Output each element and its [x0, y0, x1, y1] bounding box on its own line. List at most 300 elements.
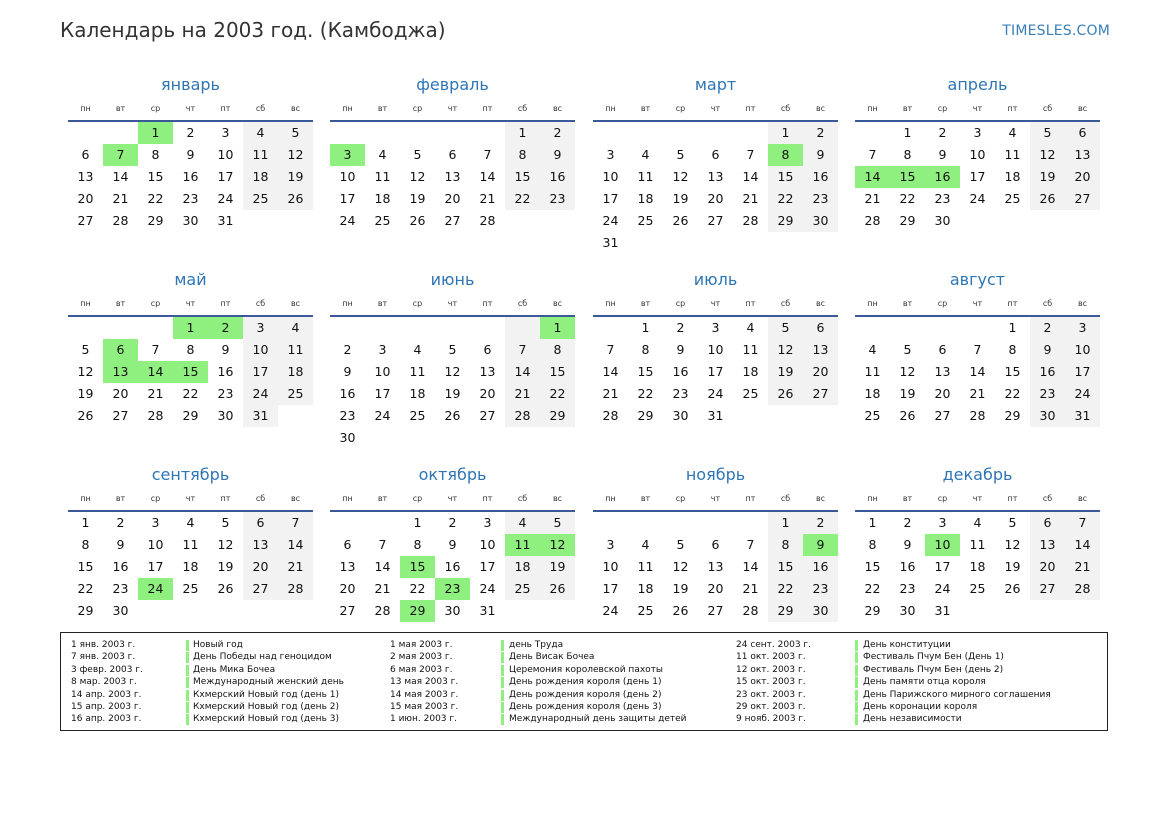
weekday-label: пт	[1007, 298, 1018, 308]
empty-cell	[505, 427, 540, 449]
day-cell: 19	[672, 191, 689, 206]
day-cell: 11	[969, 537, 986, 552]
week-row	[68, 188, 313, 210]
empty-cell	[400, 317, 435, 339]
holiday-name: День Висак Бочеа	[509, 652, 595, 663]
weekday-label: пн	[867, 493, 878, 503]
month-2	[330, 74, 575, 232]
week-row	[68, 405, 313, 427]
month-name: июнь	[430, 270, 475, 289]
day-cell: 9	[448, 537, 457, 552]
weekday-label: чт	[710, 493, 721, 503]
weekday-label: сб	[1042, 103, 1053, 113]
empty-cell	[540, 210, 575, 232]
day-cell: 23	[339, 408, 356, 423]
holiday-date: 15 апр. 2003 г.	[71, 701, 142, 712]
holiday-date: 29 окт. 2003 г.	[736, 701, 806, 712]
day-cell: 10	[147, 537, 164, 552]
empty-cell	[855, 317, 890, 339]
day-cell: 30	[1030, 405, 1065, 427]
day-cell: 19	[278, 166, 313, 188]
day-cell: 13	[934, 364, 951, 379]
day-cell: 17	[969, 169, 986, 184]
day-cell: 31	[707, 408, 724, 423]
weekday-header	[855, 486, 1100, 510]
day-cell: 15	[768, 556, 803, 578]
empty-cell	[593, 122, 628, 144]
empty-cell	[400, 427, 435, 449]
weekday-label: сб	[780, 103, 791, 113]
day-cell: 10	[602, 169, 619, 184]
week-row	[593, 383, 838, 405]
empty-cell	[365, 122, 400, 144]
weekday-label: пт	[482, 298, 493, 308]
day-cell: 4	[505, 512, 540, 534]
holiday-name: Кхмерский Новый год (день 3)	[193, 714, 339, 725]
week-row	[68, 210, 313, 232]
day-cell: 15	[505, 166, 540, 188]
day-cell: 23	[112, 581, 129, 596]
day-cell: 16	[112, 559, 129, 574]
weekday-label: пн	[342, 493, 353, 503]
weekday-label: вт	[115, 298, 126, 308]
empty-cell	[505, 600, 540, 622]
day-grid	[330, 120, 575, 232]
day-cell: 3	[938, 515, 947, 530]
day-cell: 17	[1065, 361, 1100, 383]
day-cell: 11	[637, 169, 654, 184]
weekday-label: пн	[867, 298, 878, 308]
month-name: апрель	[947, 75, 1008, 94]
week-row	[330, 383, 575, 405]
day-cell: 25	[637, 213, 654, 228]
empty-cell	[960, 210, 995, 232]
weekday-header	[593, 96, 838, 120]
week-row	[68, 144, 313, 166]
holiday-day-cell: 23	[435, 578, 470, 600]
weekday-label: чт	[447, 298, 458, 308]
day-cell: 13	[339, 559, 356, 574]
day-cell: 18	[637, 581, 654, 596]
week-row	[68, 512, 313, 534]
day-cell: 25	[864, 408, 881, 423]
day-grid	[855, 510, 1100, 622]
day-cell: 19	[672, 581, 689, 596]
holiday-name: Международный женский день	[193, 677, 344, 688]
holiday-marker	[855, 640, 858, 651]
day-cell: 12	[672, 169, 689, 184]
day-cell: 9	[186, 147, 195, 162]
day-cell: 8	[540, 339, 575, 361]
day-cell: 13	[444, 169, 461, 184]
day-cell: 1	[413, 515, 422, 530]
weekday-label: пт	[1007, 103, 1018, 113]
weekday-label: вс	[290, 298, 301, 308]
day-cell: 7	[378, 537, 387, 552]
day-cell: 17	[147, 559, 164, 574]
day-cell: 6	[938, 342, 947, 357]
holiday-marker	[186, 690, 189, 701]
week-row	[68, 578, 313, 600]
holiday-marker	[186, 652, 189, 663]
day-cell: 5	[221, 515, 230, 530]
month-12	[855, 464, 1100, 622]
holiday-name: день Труда	[509, 640, 564, 650]
legend-column	[71, 639, 401, 726]
day-cell: 20	[803, 361, 838, 383]
empty-cell	[470, 427, 505, 449]
weekday-label: ср	[150, 493, 161, 503]
day-cell: 27	[479, 408, 496, 423]
site-logo-link[interactable]: TIMESLES.COM	[1002, 23, 1110, 39]
day-cell: 12	[899, 364, 916, 379]
holiday-date: 9 нояб. 2003 г.	[736, 714, 807, 725]
weekday-label: пн	[867, 103, 878, 113]
weekday-label: вс	[552, 298, 563, 308]
week-row	[593, 534, 838, 556]
day-cell: 19	[1004, 559, 1021, 574]
day-cell: 5	[676, 147, 685, 162]
holiday-marker	[501, 677, 504, 688]
day-cell: 28	[479, 213, 496, 228]
weekday-label: пт	[1007, 493, 1018, 503]
legend-row	[736, 701, 1066, 713]
day-cell: 14	[742, 559, 759, 574]
day-cell: 12	[217, 537, 234, 552]
week-row	[855, 556, 1100, 578]
day-cell: 11	[243, 144, 278, 166]
day-cell: 24	[217, 191, 234, 206]
weekday-label: вс	[815, 103, 826, 113]
weekday-label: сб	[1042, 493, 1053, 503]
weekday-header	[855, 291, 1100, 315]
day-cell: 9	[676, 342, 685, 357]
day-cell: 17	[339, 191, 356, 206]
month-10	[330, 464, 575, 622]
day-cell: 24	[707, 386, 724, 401]
empty-cell	[628, 512, 663, 534]
empty-cell	[663, 122, 698, 144]
day-cell: 1	[903, 125, 912, 140]
day-cell: 20	[707, 581, 724, 596]
weekday-label: вт	[115, 493, 126, 503]
day-cell: 7	[1065, 512, 1100, 534]
day-cell: 16	[672, 364, 689, 379]
empty-cell	[138, 317, 173, 339]
holiday-date: 11 окт. 2003 г.	[736, 652, 806, 663]
week-row	[68, 166, 313, 188]
empty-cell	[435, 122, 470, 144]
weekday-label: пн	[605, 103, 616, 113]
weekday-label: вс	[1077, 493, 1088, 503]
weekday-label: сб	[255, 103, 266, 113]
empty-cell	[470, 122, 505, 144]
day-cell: 5	[903, 342, 912, 357]
weekday-label: пт	[482, 103, 493, 113]
empty-cell	[330, 317, 365, 339]
day-cell: 13	[1065, 144, 1100, 166]
holiday-date: 12 окт. 2003 г.	[736, 664, 806, 675]
holiday-day-cell: 13	[103, 361, 138, 383]
holiday-date: 14 мая 2003 г.	[390, 689, 459, 700]
day-cell: 27	[803, 383, 838, 405]
holiday-marker	[855, 702, 858, 713]
month-9	[68, 464, 313, 622]
day-grid	[855, 120, 1100, 232]
day-cell: 22	[409, 581, 426, 596]
day-cell: 11	[374, 169, 391, 184]
weekday-header	[593, 486, 838, 510]
legend-row	[71, 689, 401, 701]
day-cell: 7	[973, 342, 982, 357]
day-cell: 3	[243, 317, 278, 339]
month-6	[330, 269, 575, 449]
empty-cell	[330, 122, 365, 144]
holiday-day-cell: 11	[505, 534, 540, 556]
day-cell: 29	[768, 210, 803, 232]
day-cell: 30	[444, 603, 461, 618]
day-grid	[855, 315, 1100, 427]
day-cell: 26	[444, 408, 461, 423]
day-cell: 13	[707, 559, 724, 574]
month-3	[593, 74, 838, 254]
holiday-day-cell: 1	[540, 317, 575, 339]
weekday-label: пн	[80, 493, 91, 503]
day-cell: 19	[899, 386, 916, 401]
empty-cell	[733, 232, 768, 254]
day-cell: 6	[81, 147, 90, 162]
day-cell: 13	[243, 534, 278, 556]
holiday-marker	[855, 690, 858, 701]
empty-cell	[663, 232, 698, 254]
holiday-day-cell: 24	[138, 578, 173, 600]
legend-row	[736, 639, 1066, 651]
day-cell: 24	[602, 603, 619, 618]
weekday-label: ср	[150, 103, 161, 113]
day-cell: 24	[339, 213, 356, 228]
holiday-day-cell: 15	[173, 361, 208, 383]
day-cell: 22	[899, 191, 916, 206]
weekday-label: чт	[185, 298, 196, 308]
day-cell: 3	[151, 515, 160, 530]
day-cell: 2	[938, 125, 947, 140]
day-cell: 22	[768, 188, 803, 210]
day-cell: 22	[147, 191, 164, 206]
day-cell: 3	[483, 515, 492, 530]
month-name: май	[174, 270, 207, 289]
week-row	[330, 317, 575, 339]
weekday-header	[855, 96, 1100, 120]
day-grid	[593, 510, 838, 622]
weekday-label: вт	[640, 493, 651, 503]
empty-cell	[960, 317, 995, 339]
day-cell: 29	[182, 408, 199, 423]
empty-cell	[365, 317, 400, 339]
day-cell: 11	[864, 364, 881, 379]
month-4	[855, 74, 1100, 232]
empty-cell	[330, 512, 365, 534]
day-cell: 29	[1004, 408, 1021, 423]
day-cell: 25	[278, 383, 313, 405]
holiday-name: Кхмерский Новый год (день 1)	[193, 689, 339, 700]
weekday-label: пт	[745, 298, 756, 308]
day-cell: 10	[217, 147, 234, 162]
holiday-date: 3 февр. 2003 г.	[71, 664, 143, 675]
day-cell: 18	[243, 166, 278, 188]
holiday-name: День Победы над геноцидом	[193, 652, 332, 663]
day-cell: 29	[637, 408, 654, 423]
day-cell: 5	[81, 342, 90, 357]
day-cell: 15	[768, 166, 803, 188]
holiday-date: 2 мая 2003 г.	[390, 652, 453, 663]
empty-cell	[278, 210, 313, 232]
weekday-header	[68, 96, 313, 120]
day-cell: 28	[1065, 578, 1100, 600]
day-cell: 11	[409, 364, 426, 379]
holiday-marker	[186, 677, 189, 688]
week-row	[855, 534, 1100, 556]
day-cell: 30	[934, 213, 951, 228]
day-cell: 12	[768, 339, 803, 361]
legend-row	[390, 639, 720, 651]
empty-cell	[733, 405, 768, 427]
day-cell: 18	[505, 556, 540, 578]
week-row	[330, 361, 575, 383]
day-cell: 20	[339, 581, 356, 596]
holiday-name: Фестиваль Пчум Бен (День 1)	[863, 652, 1004, 663]
holiday-name: Церемония королевской пахоты	[509, 664, 664, 675]
day-cell: 22	[864, 581, 881, 596]
day-cell: 25	[505, 578, 540, 600]
holiday-day-cell: 15	[890, 166, 925, 188]
day-cell: 10	[339, 169, 356, 184]
day-cell: 28	[112, 213, 129, 228]
week-row	[855, 166, 1100, 188]
day-cell: 7	[151, 342, 160, 357]
weekday-label: вс	[1077, 103, 1088, 113]
weekday-label: пн	[605, 493, 616, 503]
empty-cell	[1030, 210, 1065, 232]
week-row	[330, 534, 575, 556]
holiday-marker	[186, 714, 189, 725]
day-cell: 24	[934, 581, 951, 596]
week-row	[593, 188, 838, 210]
day-cell: 22	[1004, 386, 1021, 401]
day-cell: 22	[77, 581, 94, 596]
day-cell: 13	[77, 169, 94, 184]
day-cell: 26	[672, 213, 689, 228]
day-cell: 27	[444, 213, 461, 228]
day-cell: 28	[864, 213, 881, 228]
month-name: декабрь	[942, 465, 1013, 484]
holiday-name: День конституции	[863, 640, 951, 650]
empty-cell	[278, 405, 313, 427]
holiday-marker	[855, 714, 858, 725]
weekday-label: пн	[342, 103, 353, 113]
legend-row	[71, 664, 401, 676]
weekday-label: пт	[220, 103, 231, 113]
holiday-day-cell: 9	[803, 534, 838, 556]
weekday-header	[68, 486, 313, 510]
day-cell: 28	[602, 408, 619, 423]
empty-cell	[435, 317, 470, 339]
weekday-header	[330, 291, 575, 315]
day-cell: 21	[479, 191, 496, 206]
day-cell: 28	[147, 408, 164, 423]
day-cell: 14	[1065, 534, 1100, 556]
day-cell: 17	[934, 559, 951, 574]
day-cell: 21	[1065, 556, 1100, 578]
holiday-marker	[501, 690, 504, 701]
holiday-day-cell: 10	[925, 534, 960, 556]
holiday-date: 7 янв. 2003 г.	[71, 652, 136, 663]
empty-cell	[1065, 600, 1100, 622]
day-cell: 28	[374, 603, 391, 618]
week-row	[855, 361, 1100, 383]
weekday-label: пт	[220, 493, 231, 503]
holiday-day-cell: 1	[173, 317, 208, 339]
month-name: август	[949, 270, 1006, 289]
holiday-day-cell: 16	[925, 166, 960, 188]
day-cell: 2	[343, 342, 352, 357]
day-cell: 20	[1030, 556, 1065, 578]
day-cell: 5	[1030, 122, 1065, 144]
day-cell: 8	[81, 537, 90, 552]
day-cell: 10	[969, 147, 986, 162]
day-cell: 5	[413, 147, 422, 162]
week-row	[593, 600, 838, 622]
empty-cell	[733, 512, 768, 534]
weekday-label: чт	[972, 298, 983, 308]
legend-row	[390, 676, 720, 688]
holiday-day-cell: 14	[855, 166, 890, 188]
day-cell: 17	[707, 364, 724, 379]
empty-cell	[925, 317, 960, 339]
empty-cell	[855, 122, 890, 144]
day-cell: 28	[505, 405, 540, 427]
day-cell: 25	[243, 188, 278, 210]
day-cell: 14	[374, 559, 391, 574]
weekday-header	[330, 96, 575, 120]
day-cell: 31	[243, 405, 278, 427]
day-cell: 4	[868, 342, 877, 357]
week-row	[593, 512, 838, 534]
empty-cell	[593, 317, 628, 339]
holiday-date: 24 сент. 2003 г.	[736, 640, 812, 650]
day-cell: 7	[606, 342, 615, 357]
day-cell: 25	[742, 386, 759, 401]
empty-cell	[208, 600, 243, 622]
weekday-label: вс	[815, 493, 826, 503]
day-cell: 12	[1004, 537, 1021, 552]
day-cell: 7	[746, 537, 755, 552]
empty-cell	[698, 512, 733, 534]
weekday-label: сб	[517, 103, 528, 113]
day-cell: 8	[186, 342, 195, 357]
day-cell: 30	[803, 600, 838, 622]
day-cell: 2	[803, 122, 838, 144]
day-cell: 18	[409, 386, 426, 401]
holiday-marker	[186, 665, 189, 676]
weekday-label: вт	[377, 493, 388, 503]
day-cell: 3	[606, 537, 615, 552]
week-row	[330, 556, 575, 578]
day-cell: 1	[641, 320, 650, 335]
day-cell: 20	[707, 191, 724, 206]
day-cell: 19	[540, 556, 575, 578]
day-cell: 29	[77, 603, 94, 618]
holiday-date: 14 апр. 2003 г.	[71, 689, 142, 700]
